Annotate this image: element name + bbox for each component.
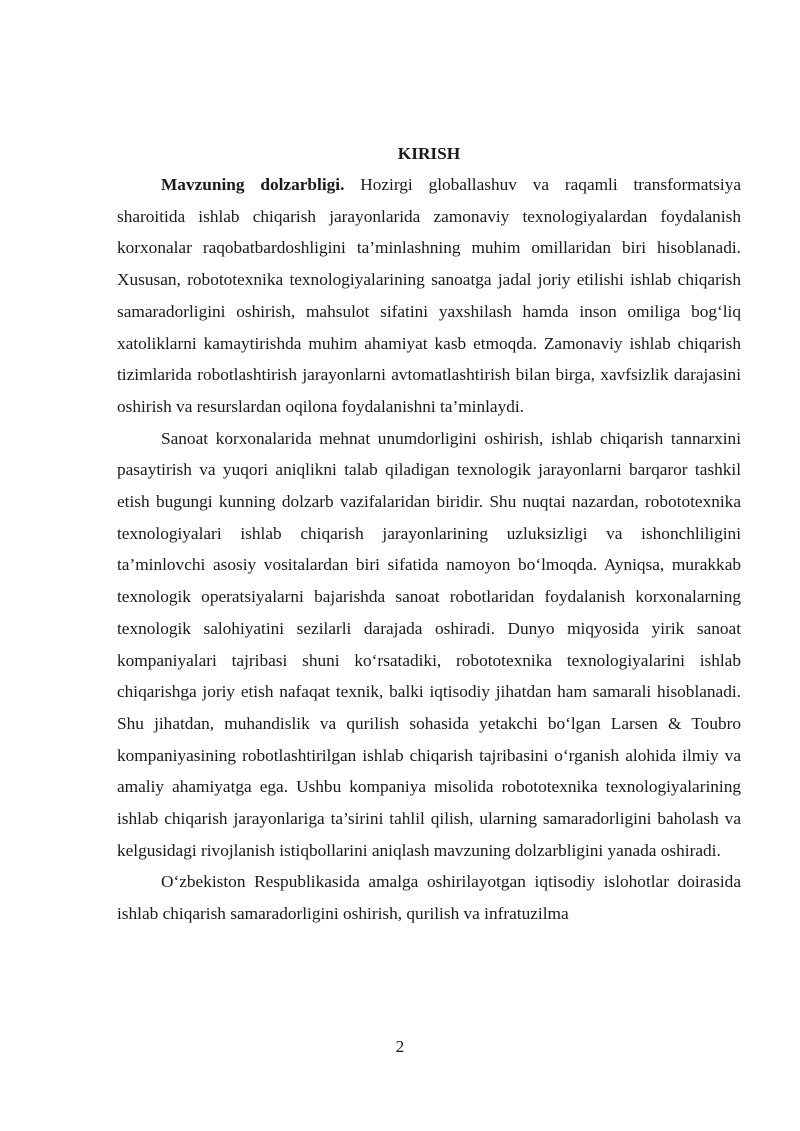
page-number: 2 (395, 1037, 405, 1056)
paragraph-uzbekistan: O‘zbekiston Respublikasida amalga oshirilayotgan iqtisodiy islohotlar doirasida ishlab chiqarish samaradorligini oshirish, qurilish va infratuzilma (117, 872, 741, 924)
paragraph-lead: Mavzuning dolzarbligi. (161, 175, 345, 194)
section-heading: KIRISH (397, 144, 461, 163)
paragraph-industry: Sanoat korxonalarida mehnat unumdorligini oshirish, ishlab chiqarish tannarxini pasaytirish va yuqori aniqlikni talab qiladigan texnologik jarayonlarni barqaror tashkil etish bugungi kunning dolzarb vazifalaridan biridir. Shu nuqtai nazardan, robototexnika texnologiyalari ishlab chiqarish jarayonlarining uzluksizligi va ishonchliligini ta’minlovchi asosiy vositalardan biri sifatida namoyon bo‘lmoqda. Ayniqsa, murakkab texnologik operatsiyalarni bajarishda sanoat robotlaridan foydalanish korxonalarning texnologik salohiyatini sezilarli darajada oshiradi. Dunyo miqyosida yirik sanoat kompaniyalari tajribasi shuni ko‘rsatadiki, robototexnika texnologiyalarini ishlab chiqarishga joriy etish nafaqat texnik, balki iqtisodiy jihatdan ham samarali hisoblanadi. Shu jihatdan, muhandislik va qurilish sohasida yetakchi bo‘lgan Larsen & Toubro kompaniyasining robotlashtirilgan ishlab chiqarish tajribasini o‘rganish alohida ilmiy va amaliy ahamiyatga ega. Ushbu kompaniya misolida robototexnika texnologiyalarining ishlab chiqarish jarayonlariga ta’sirini tahlil qilish, ularning samaradorligini baholash va kelgusidagi rivojlanish istiqbollarini aniqlash mavzuning dolzarbligini yanada oshiradi. (117, 428, 741, 860)
paragraph-relevance (117, 169, 741, 423)
paragraph-text: Hozirgi globallashuv va raqamli transformatsiya sharoitida ishlab chiqarish jarayonlarida zamonaviy texnologiyalardan foydalanish korxonalar raqobatbardoshligini ta’minlashning muhim omillaridan biri hisoblanadi. Xususan, robototexnika texnologiyalarining sanoatga jadal joriy etilishi ishlab chiqarish samaradorligini oshirish, mahsulot sifatini yaxshilash hamda inson omiliga bog‘liq xatoliklarni kamaytirishda muhim ahamiyat kasb etmoqda. Zamonaviy ishlab chiqarish tizimlarida robotlashtirish jarayonlarni avtomatlashtirish bilan birga, xavfsizlik darajasini oshirish va resurslardan oqilona foydalanishni ta’minlaydi. (117, 175, 741, 416)
document-body (117, 140, 741, 930)
